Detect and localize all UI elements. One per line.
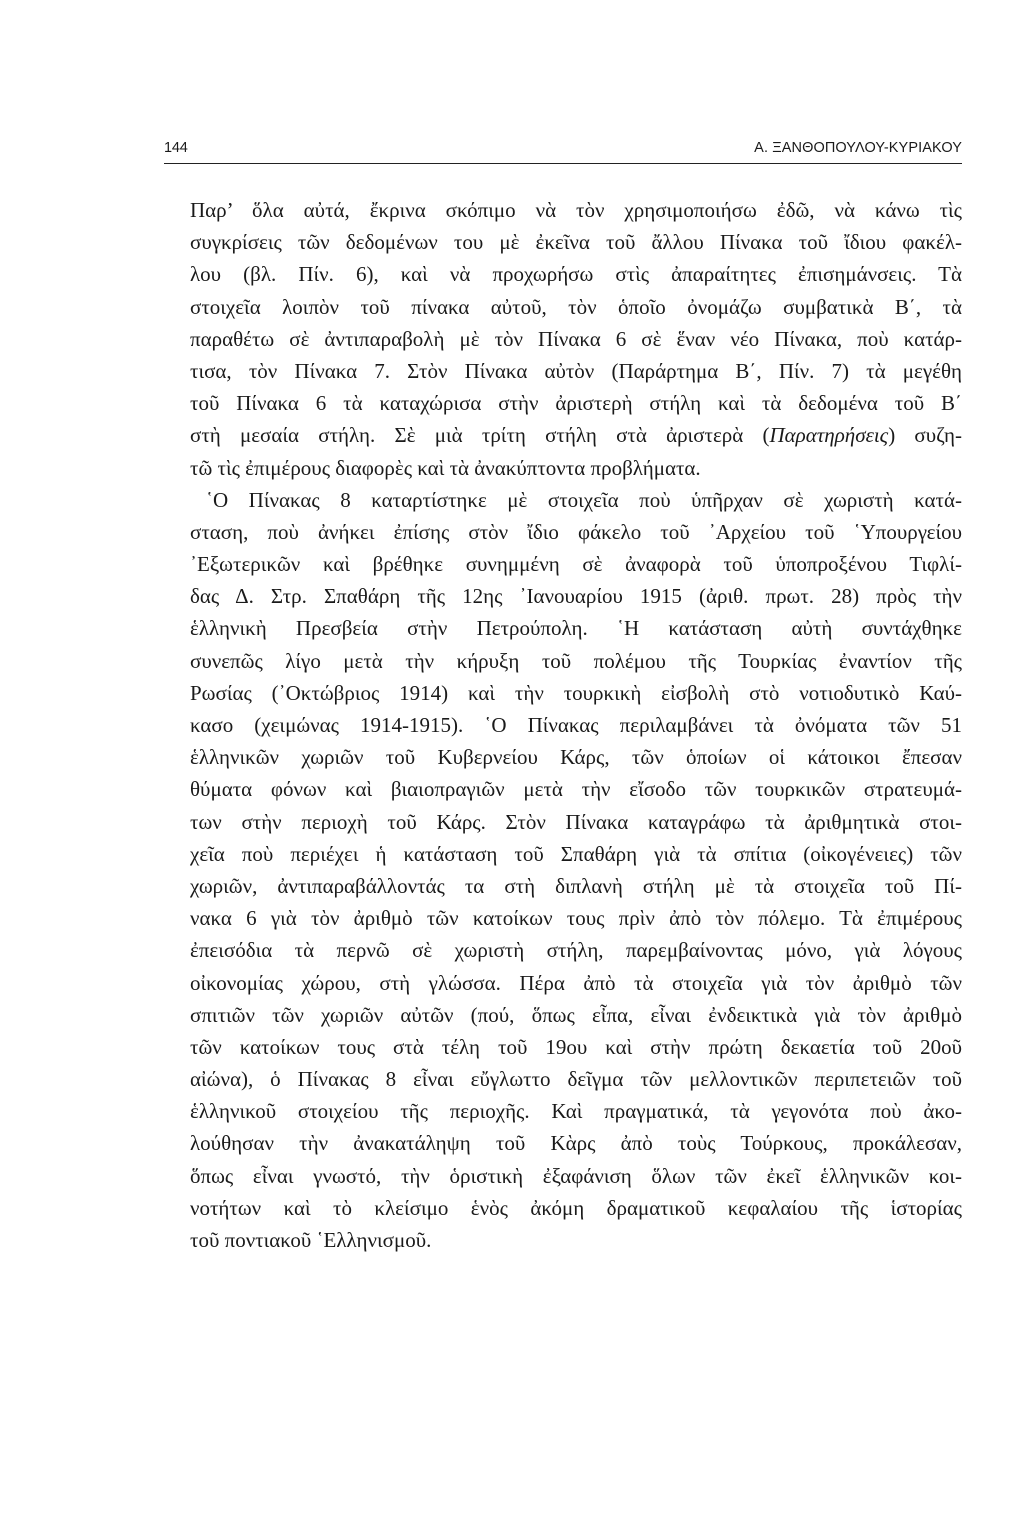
text-line-with-italic [190, 419, 962, 451]
body-text [190, 194, 962, 1256]
text-line: δας Δ. Στρ. Σπαθάρη τῆς 12ης ᾿Ιανουαρίου 1915 (ἀριθ. πρωτ. 28) πρὸς τὴν [190, 584, 962, 609]
paragraph-2 [190, 484, 962, 1257]
text-line: ῾Ο Πίνακας 8 καταρτίστηκε μὲ στοιχεῖα ποὺ ὑπῆρχαν σὲ χωριστὴ κατά- [206, 487, 962, 512]
text-line: θύματα φόνων καὶ βιαιοπραγιῶν μετὰ τὴν εἴσοδο τῶν τουρκικῶν στρατευμά- [190, 777, 962, 802]
text-segment: ) συζη- [888, 423, 962, 448]
text-line: παραθέτω σὲ ἀντιπαραβολὴ μὲ τὸν Πίνακα 6 σὲ ἕναν νέο Πίνακα, ποὺ κατάρ- [190, 326, 962, 351]
text-line: τισα, τὸν Πίνακα 7. Στὸν Πίνακα αὐτὸν (Παράρτημα Β΄, Πίν. 7) τὰ μεγέθη [190, 358, 962, 383]
text-line: ἑλληνικοῦ στοιχείου τῆς περιοχῆς. Καὶ πραγματικά, τὰ γεγονότα ποὺ ἀκο- [190, 1099, 962, 1124]
italic-term: Παρατηρήσεις [769, 423, 889, 448]
text-line: χεῖα ποὺ περιέχει ἡ κατάσταση τοῦ Σπαθάρη γιὰ τὰ σπίτια (οἰκογένειες) τῶν [190, 841, 962, 866]
text-line: ἑλληνικὴ Πρεσβεία στὴν Πετρούπολη. ῾Η κατάσταση αὐτὴ συντάχθηκε [190, 616, 962, 641]
paragraph-1 [190, 194, 962, 484]
text-line: σπιτιῶν τῶν χωριῶν αὐτῶν (πού, ὅπως εἶπα, εἶναι ἐνδεικτικὰ γιὰ τὸν ἀριθμὸ [190, 1002, 962, 1027]
text-line: ἐπεισόδια τὰ περνῶ σὲ χωριστὴ στήλη, παρεμβαίνοντας μόνο, γιὰ λόγους [190, 938, 962, 963]
text-line: ᾿Εξωτερικῶν καὶ βρέθηκε συνημμένη σὲ ἀναφορὰ τοῦ ὑποπροξένου Τιφλί- [190, 552, 962, 577]
text-line: αἰώνα), ὁ Πίνακας 8 εἶναι εὔγλωττο δεῖγμα τῶν μελλοντικῶν περιπετειῶν τοῦ [190, 1067, 962, 1092]
text-line: χωριῶν, ἀντιπαραβάλλοντάς τα στὴ διπλανὴ στήλη μὲ τὰ στοιχεῖα τοῦ Πί- [190, 873, 962, 898]
text-line: συγκρίσεις τῶν δεδομένων του μὲ ἐκεῖνα τοῦ ἄλλου Πίνακα τοῦ ἴδιου φακέλ- [190, 230, 962, 255]
text-line: τοῦ ποντιακοῦ ῾Ελληνισμοῦ. [190, 1228, 432, 1252]
text-line: νακα 6 γιὰ τὸν ἀριθμὸ τῶν κατοίκων τους πρὶν ἀπὸ τὸν πόλεμο. Τὰ ἐπιμέρους [190, 906, 962, 931]
text-line: συνεπῶς λίγο μετὰ τὴν κήρυξη τοῦ πολέμου τῆς Τουρκίας ἐναντίον τῆς [190, 648, 962, 673]
header-rule [164, 163, 962, 164]
text-line: τῶν κατοίκων τους στὰ τέλη τοῦ 19ου καὶ στὴν πρώτη δεκαετία τοῦ 20οῦ [190, 1034, 962, 1059]
text-line: λούθησαν τὴν ἀνακατάληψη τοῦ Κὰρς ἀπὸ τοὺς Τούρκους, προκάλεσαν, [190, 1131, 962, 1156]
text-line: ἑλληνικῶν χωριῶν τοῦ Κυβερνείου Κάρς, τῶν ὁποίων οἱ κάτοικοι ἔπεσαν [190, 745, 962, 770]
page-number: 144 [164, 140, 188, 156]
text-line: κασο (χειμώνας 1914-1915). ῾Ο Πίνακας περιλαμβάνει τὰ ὀνόματα τῶν 51 [190, 713, 962, 737]
text-line: λου (βλ. Πίν. 6), καὶ νὰ προχωρήσω στὶς ἀπαραίτητες ἐπισημάνσεις. Τὰ [190, 262, 962, 287]
text-line: νοτήτων καὶ τὸ κλείσιμο ἑνὸς ἀκόμη δραματικοῦ κεφαλαίου τῆς ἱστορίας [190, 1195, 962, 1220]
page-header [164, 136, 962, 160]
text-line: τοῦ Πίνακα 6 τὰ καταχώρισα στὴν ἀριστερὴ στήλη καὶ τὰ δεδομένα τοῦ Β΄ [190, 391, 962, 416]
text-line: Ρωσίας (᾿Οκτώβριος 1914) καὶ τὴν τουρκικὴ εἰσβολὴ στὸ νοτιοδυτικὸ Καύ- [190, 680, 962, 705]
text-line: ὅπως εἶναι γνωστό, τὴν ὁριστικὴ ἐξαφάνιση ὅλων τῶν ἐκεῖ ἑλληνικῶν κοι- [190, 1163, 962, 1188]
running-head: Α. ΞΑΝΘΟΠΟΥΛΟΥ-ΚΥΡΙΑΚΟΥ [754, 140, 962, 156]
text-segment: στὴ μεσαία στήλη. Σὲ μιὰ τρίτη στήλη στὰ ἀριστερὰ ( [190, 423, 770, 448]
text-line: τῶ τὶς ἐπιμέρους διαφορὲς καὶ τὰ ἀνακύπτοντα προβλήματα. [190, 455, 701, 480]
text-line: Παρ’ ὅλα αὐτά, ἔκρινα σκόπιμο νὰ τὸν χρησιμοποιήσω ἐδῶ, νὰ κάνω τὶς [190, 198, 962, 222]
text-line: στοιχεῖα λοιπὸν τοῦ πίνακα αὐτοῦ, τὸν ὁποῖο ὀνομάζω συμβατικὰ Β΄, τὰ [190, 294, 962, 319]
text-line: σταση, ποὺ ἀνήκει ἐπίσης στὸν ἴδιο φάκελο τοῦ ᾿Αρχείου τοῦ ῾Υπουργείου [190, 519, 962, 544]
text-line: οἰκονομίας χώρου, στὴ γλώσσα. Πέρα ἀπὸ τὰ στοιχεῖα γιὰ τὸν ἀριθμὸ τῶν [190, 970, 962, 995]
text-line: των στὴν περιοχὴ τοῦ Κάρς. Στὸν Πίνακα καταγράφω τὰ ἀριθμητικὰ στοι- [190, 809, 962, 834]
